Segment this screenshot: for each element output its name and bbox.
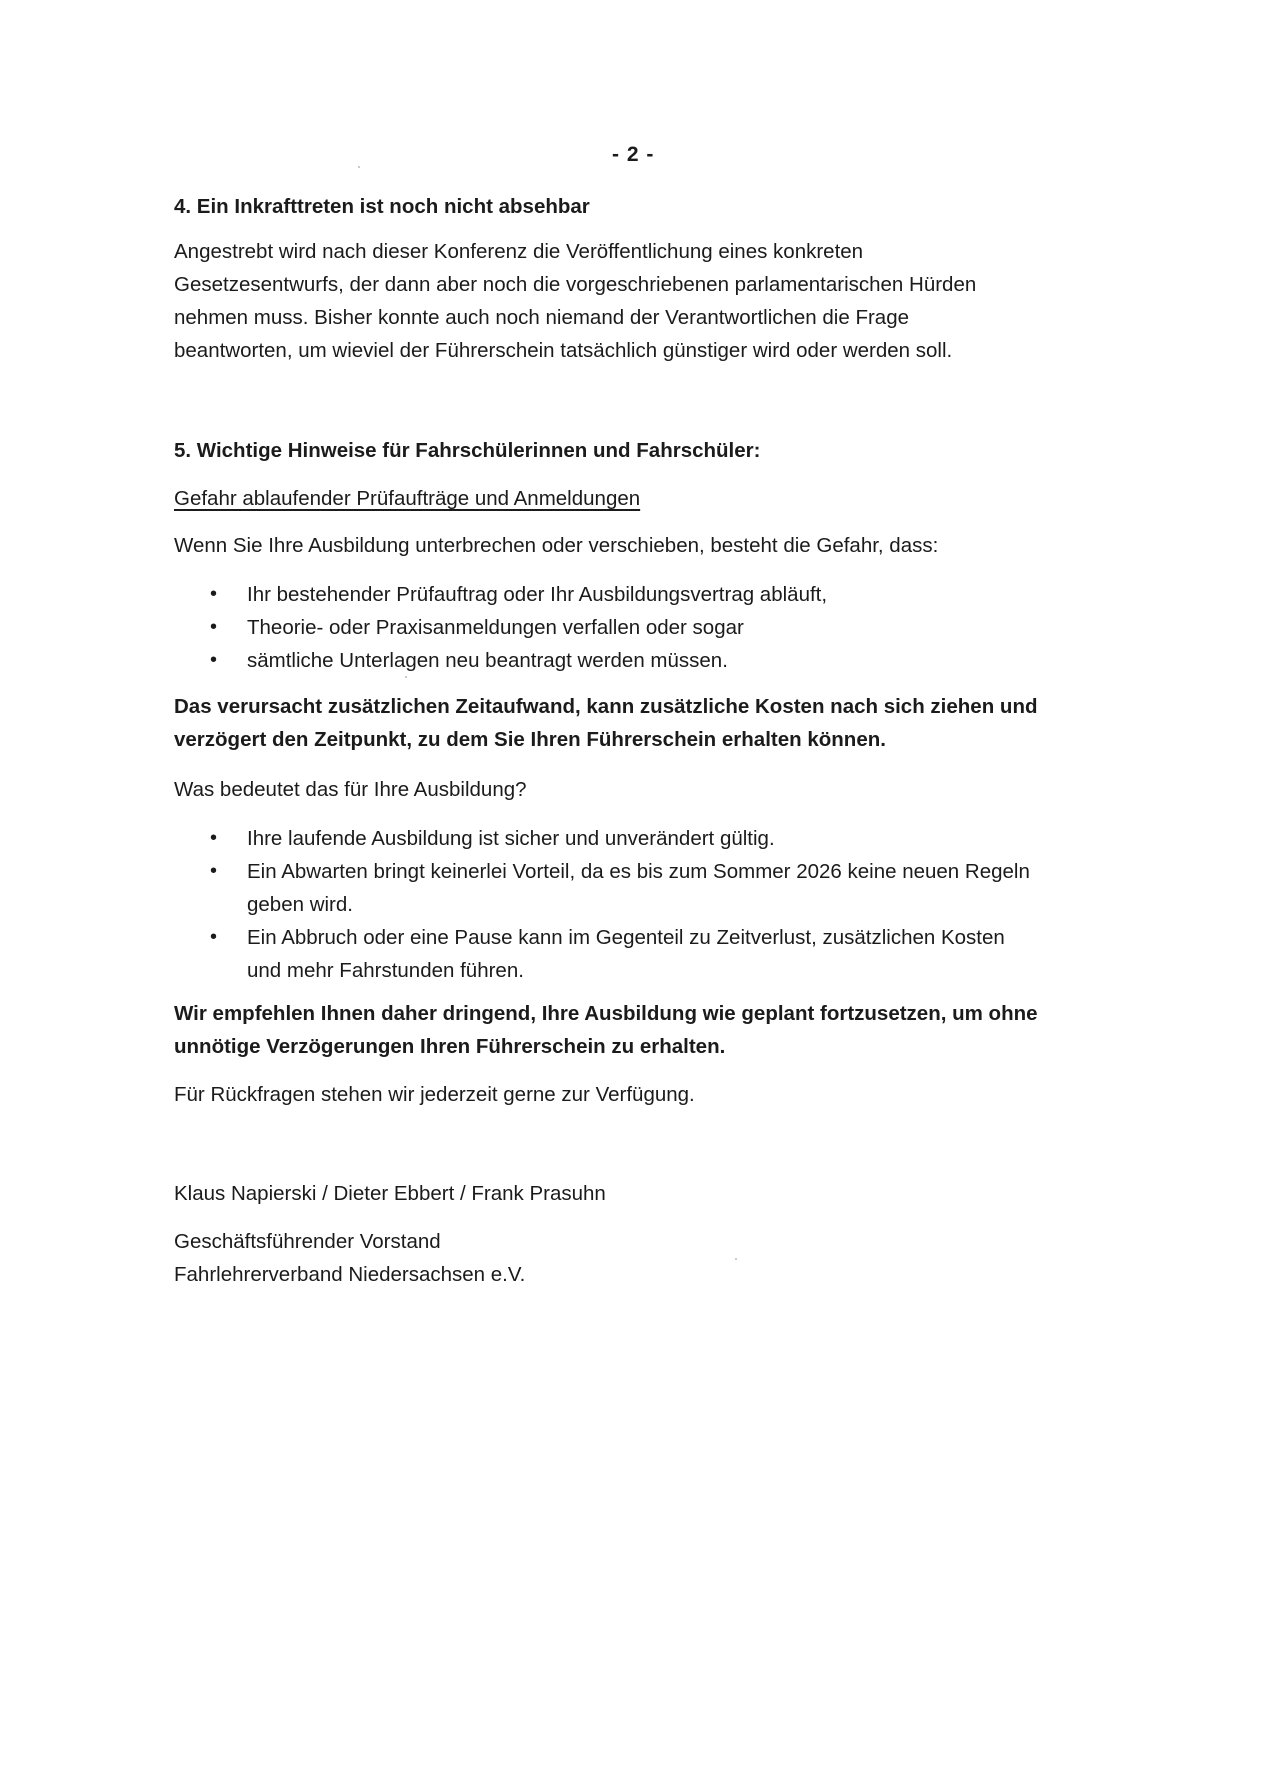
warning-paragraph	[174, 690, 1114, 756]
list-item: • Theorie- oder Praxisanmeldungen verfallen oder sogar	[174, 611, 1114, 644]
list-item-line: • Ein Abwarten bringt keinerlei Vorteil, da es bis zum Sommer 2026 keine neuen Regeln	[247, 860, 1030, 883]
paragraph-line: beantworten, um wieviel der Führerschein tatsächlich günstiger wird oder werden soll.	[174, 339, 953, 362]
page-number: - 2 -	[612, 143, 655, 166]
list-item-line: und mehr Fahrstunden führen.	[247, 959, 524, 982]
organization-name: Fahrlehrerverband Niedersachsen e.V.	[174, 1263, 526, 1286]
paragraph-line: Das verursacht zusätzlichen Zeitaufwand, kann zusätzliche Kosten nach sich ziehen und	[174, 695, 1038, 718]
paragraph-line: unnötige Verzögerungen Ihren Führerschein zu erhalten.	[174, 1035, 726, 1058]
recommendation-paragraph	[174, 997, 1114, 1063]
paragraph-line: verzögert den Zeitpunkt, zu dem Sie Ihren Führerschein erhalten können.	[174, 728, 886, 751]
signatory-role: Geschäftsführender Vorstand	[174, 1230, 441, 1253]
list-item-line: • Ihre laufende Ausbildung ist sicher und unverändert gültig.	[247, 827, 775, 850]
list-item-line: geben wird.	[247, 893, 353, 916]
list-item	[174, 822, 1114, 855]
scan-speck	[735, 1258, 737, 1260]
signatory-names: Klaus Napierski / Dieter Ebbert / Frank Prasuhn	[174, 1182, 606, 1205]
paragraph-line: Wir empfehlen Ihnen daher dringend, Ihre Ausbildung wie geplant fortzusetzen, um ohne	[174, 1002, 1038, 1025]
risk-list	[174, 578, 1114, 677]
scan-speck	[405, 676, 407, 678]
section-5-heading: 5. Wichtige Hinweise für Fahrschülerinnen und Fahrschüler:	[174, 439, 761, 462]
paragraph-line: nehmen muss. Bisher konnte auch noch niemand der Verantwortlichen die Frage	[174, 306, 910, 329]
signature-block	[174, 1225, 1114, 1291]
list-item	[174, 921, 1114, 987]
paragraph-line: Angestrebt wird nach dieser Konferenz die Veröffentlichung eines konkreten	[174, 240, 864, 263]
list-item: • Ihr bestehender Prüfauftrag oder Ihr Ausbildungsvertrag abläuft,	[174, 578, 1114, 611]
list-item-line: • Ein Abbruch oder eine Pause kann im Gegenteil zu Zeitverlust, zusätzlichen Kosten	[247, 926, 1005, 949]
answer-list	[174, 822, 1114, 987]
paragraph-line: Gesetzesentwurfs, der dann aber noch die vorgeschriebenen parlamentarischen Hürden	[174, 273, 977, 296]
section-5-subheading: Gefahr ablaufender Prüfaufträge und Anmeldungen	[174, 487, 641, 510]
scan-speck	[358, 166, 360, 168]
list-item	[174, 855, 1114, 921]
list-item: • sämtliche Unterlagen neu beantragt werden müssen.	[174, 644, 1114, 677]
section-4-paragraph	[174, 235, 1114, 367]
section-4-heading: 4. Ein Inkrafttreten ist noch nicht absehbar	[174, 195, 590, 218]
contact-line: Für Rückfragen stehen wir jederzeit gerne zur Verfügung.	[174, 1083, 695, 1106]
question-line: Was bedeutet das für Ihre Ausbildung?	[174, 778, 527, 801]
risk-intro: Wenn Sie Ihre Ausbildung unterbrechen oder verschieben, besteht die Gefahr, dass:	[174, 534, 939, 557]
